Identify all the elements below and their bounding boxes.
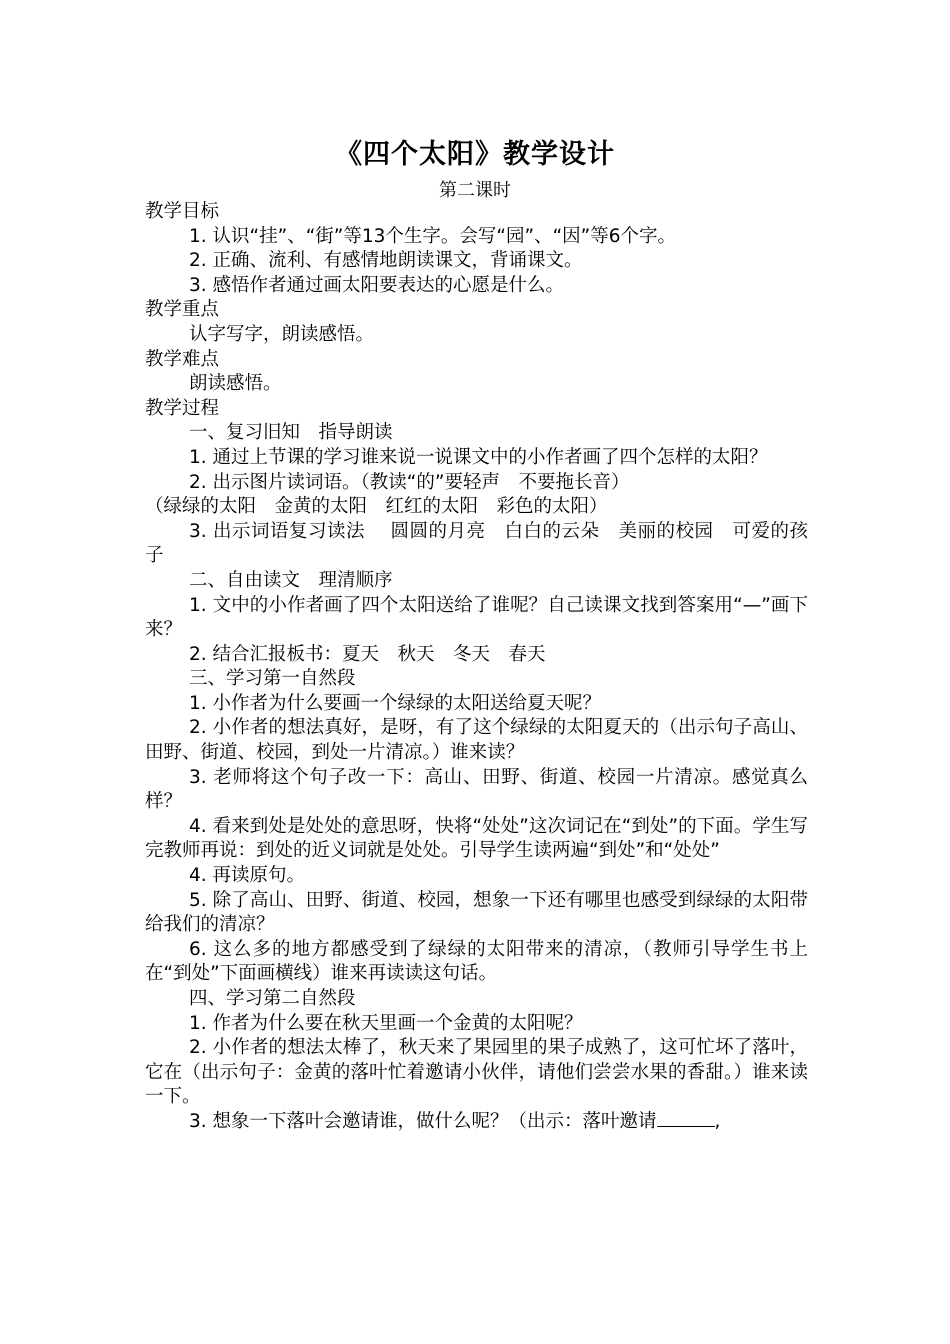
- subsection-heading: 三、学习第一自然段: [189, 668, 356, 690]
- paragraph: 2. 结合汇报板书：夏天 秋天 冬天 春天: [189, 643, 546, 665]
- paragraph: 朗读感悟。: [189, 373, 282, 395]
- paragraph: （绿绿的太阳 金黄的太阳 红红的太阳 彩色的太阳）: [145, 496, 608, 518]
- paragraph: 1. 通过上节课的学习谁来说一说课文中的小作者画了四个怎样的太阳？: [189, 446, 768, 468]
- section-heading: 教学重点: [145, 299, 220, 321]
- paragraph: 5. 除了高山、田野、街道、校园，想象一下还有哪里也感受到绿绿的太阳带给我们的清凉？: [145, 889, 808, 936]
- paragraph: 6. 这么多的地方都感受到了绿绿的太阳带来的清凉，（教师引导学生书上在“到处”下面画横线）谁来再读读这句话。: [145, 938, 808, 985]
- section-heading: 教学目标: [145, 201, 220, 222]
- paragraph: 2. 小作者的想法真好，是呀，有了这个绿绿的太阳夏天的（出示句子高山、田野、街道、校园，到处一片清凉。）谁来读？: [145, 717, 808, 764]
- document-subtitle: 第二课时: [439, 180, 511, 201]
- paragraph: [145, 1110, 808, 1135]
- paragraph-text: 3. 想象一下落叶会邀请谁，做什么呢？（出示：落叶邀请: [189, 1110, 657, 1132]
- paragraph: 认字写字，朗读感悟。: [189, 323, 375, 345]
- paragraph: 4. 再读原句。: [189, 865, 306, 887]
- paragraph: 3. 感悟作者通过画太阳要表达的心愿是什么。: [189, 274, 565, 296]
- paragraph: 1. 文中的小作者画了四个太阳送给了谁呢？自己读课文找到答案用“—”画下来？: [145, 594, 808, 641]
- section-heading: 教学难点: [145, 348, 220, 370]
- document-body: [145, 200, 808, 1135]
- document-title: 《四个太阳》教学设计: [335, 139, 615, 170]
- paragraph: 2. 小作者的想法太棒了，秋天来了果园里的果子成熟了，这可忙坏了落叶，它在（出示句子：金黄的落叶忙着邀请小伙伴，请他们尝尝水果的香甜。）谁来读一下。: [145, 1037, 808, 1108]
- subsection-heading: 四、学习第二自然段: [189, 988, 356, 1009]
- section-heading: 教学过程: [145, 397, 220, 419]
- paragraph: 1. 作者为什么要在秋天里画一个金黄的太阳呢？: [189, 1012, 583, 1034]
- fill-in-blank: [657, 1110, 715, 1127]
- subsection-heading: 一、复习旧知 指导朗读: [189, 422, 393, 444]
- paragraph: 3. 老师将这个句子改一下：高山、田野、街道、校园一片清凉。感觉真么样？: [145, 766, 808, 813]
- paragraph: 1. 认识“挂”、“街”等13个生字。会写“园”、“因”等6个字。: [189, 225, 677, 247]
- paragraph-text: ,: [714, 1110, 721, 1132]
- paragraph: 2. 出示图片读词语。（教读“的”要轻声 不要拖长音）: [189, 471, 630, 493]
- paragraph: 3. 出示词语复习读法 圆圆的月亮 白白的云朵 美丽的校园 可爱的孩子: [145, 520, 808, 567]
- paragraph: 4. 看来到处是处处的意思呀，快将“处处”这次词记在“到处”的下面。学生写完教师再说：到处的近义词就是处处。引导学生读两遍“到处”和“处处”: [145, 815, 808, 862]
- paragraph: 2. 正确、流利、有感情地朗读课文，背诵课文。: [189, 250, 583, 272]
- subsection-heading: 二、自由读文 理清顺序: [189, 569, 393, 591]
- paragraph: 1. 小作者为什么要画一个绿绿的太阳送给夏天呢？: [189, 692, 602, 714]
